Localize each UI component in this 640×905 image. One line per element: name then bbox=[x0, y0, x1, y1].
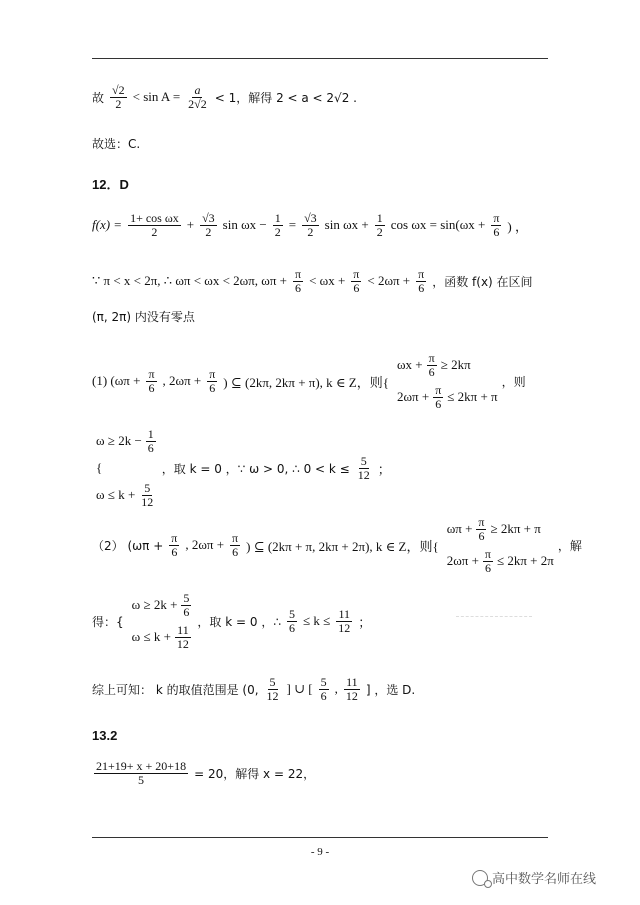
text: ωπ + bbox=[446, 521, 473, 537]
denominator: 6 bbox=[183, 604, 190, 619]
numerator: 5 bbox=[320, 675, 327, 689]
denominator: 2√2 bbox=[188, 96, 207, 111]
denominator: 6 bbox=[478, 528, 485, 543]
text: ] ，选 D. bbox=[365, 682, 416, 697]
numerator: 5 bbox=[288, 607, 295, 622]
numerator: 21+19+ x + 20+18 bbox=[96, 759, 187, 773]
fraction bbox=[230, 532, 240, 558]
text: ω ≥ 2k + bbox=[131, 597, 178, 613]
inequality-system bbox=[447, 516, 554, 574]
text: ωx + bbox=[397, 357, 423, 373]
case-2 bbox=[92, 516, 582, 574]
fraction bbox=[181, 592, 191, 618]
denominator: 12 bbox=[266, 688, 279, 703]
watermark bbox=[472, 868, 596, 887]
text: ，则 bbox=[501, 374, 526, 389]
text: 2ωπ + bbox=[446, 553, 479, 569]
text: ω ≥ 2k − bbox=[96, 433, 142, 449]
numerator: √3 bbox=[202, 211, 215, 225]
fraction bbox=[351, 268, 361, 294]
numerator: π bbox=[418, 267, 425, 281]
range-derivation bbox=[92, 268, 533, 294]
numerator: 1 bbox=[376, 211, 383, 225]
text: , bbox=[334, 681, 338, 697]
fraction bbox=[476, 516, 486, 542]
text: + bbox=[186, 217, 195, 233]
top-rule bbox=[92, 58, 548, 59]
problem-12-heading: 12．D bbox=[92, 177, 129, 192]
text: ] ∪ [ bbox=[286, 681, 313, 697]
fraction bbox=[186, 84, 209, 110]
fraction bbox=[139, 482, 155, 508]
denominator: 6 bbox=[295, 280, 302, 295]
inequality-system bbox=[397, 352, 498, 410]
text: < ωx + bbox=[309, 273, 346, 289]
denominator: 6 bbox=[209, 380, 216, 395]
fraction bbox=[356, 455, 372, 481]
denominator: 2 bbox=[151, 224, 158, 239]
fraction bbox=[344, 676, 360, 702]
denominator: 6 bbox=[418, 280, 425, 295]
denominator: 2 bbox=[115, 96, 122, 111]
numerator: π bbox=[353, 267, 360, 281]
denominator: 2 bbox=[307, 224, 314, 239]
fraction bbox=[110, 84, 127, 110]
fraction bbox=[175, 624, 191, 650]
text: sin ωx − bbox=[222, 217, 267, 233]
numerator: 1 bbox=[274, 211, 281, 225]
numerator: √3 bbox=[304, 211, 317, 225]
denominator: 2 bbox=[205, 224, 212, 239]
text: ，解 bbox=[557, 538, 582, 553]
text: ； bbox=[377, 461, 391, 477]
denominator: 6 bbox=[288, 620, 295, 635]
inequality-system bbox=[132, 592, 194, 650]
text: ≤ 2kπ + π bbox=[447, 389, 498, 405]
numerator: 1+ cos ωx bbox=[130, 211, 179, 225]
numerator: π bbox=[295, 267, 302, 281]
page-number: - 9 - bbox=[310, 846, 330, 858]
text: 故 bbox=[92, 90, 105, 105]
numerator: √2 bbox=[112, 83, 125, 97]
numerator: π bbox=[428, 351, 435, 365]
bottom-rule bbox=[92, 837, 548, 838]
text: < 2ωπ + bbox=[367, 273, 411, 289]
text: ≥ 2kπ bbox=[440, 357, 471, 373]
fraction bbox=[273, 212, 283, 238]
denominator: 6 bbox=[320, 688, 327, 703]
text: = 20，解得 x = 22， bbox=[194, 766, 316, 781]
formula-fx bbox=[92, 212, 528, 238]
watermark-text: 高中数学名师在线 bbox=[492, 872, 597, 887]
fraction bbox=[375, 212, 385, 238]
denominator: 6 bbox=[353, 280, 360, 295]
case-1 bbox=[92, 352, 526, 410]
wechat-icon bbox=[472, 870, 488, 886]
numerator: π bbox=[148, 367, 155, 382]
answer-choice: 故选：C. bbox=[92, 137, 141, 151]
text: 综上可知： k 的取值范围是 (0, bbox=[92, 682, 259, 697]
fraction bbox=[207, 368, 217, 394]
text: sin ωx + bbox=[324, 217, 369, 233]
brace: { bbox=[96, 460, 103, 476]
denominator: 6 bbox=[435, 396, 442, 411]
interval-note: (π, 2π) 内没有零点 bbox=[92, 310, 195, 324]
fraction bbox=[200, 212, 217, 238]
denominator: 2 bbox=[274, 224, 281, 239]
fraction bbox=[433, 384, 443, 410]
text: （2） (ωπ + bbox=[92, 538, 164, 553]
text: < 1，解得 2 < a < 2√2 . bbox=[214, 90, 357, 105]
numerator: 5 bbox=[144, 481, 151, 496]
text: ≥ 2kπ + π bbox=[490, 521, 541, 537]
inequality-system bbox=[96, 428, 158, 508]
fraction bbox=[293, 268, 303, 294]
denominator: 6 bbox=[148, 380, 155, 395]
denominator: 12 bbox=[345, 688, 358, 703]
conclusion bbox=[92, 676, 415, 702]
fraction bbox=[128, 212, 181, 238]
denominator: 12 bbox=[176, 636, 189, 651]
numerator: 11 bbox=[177, 623, 189, 638]
numerator: π bbox=[171, 531, 178, 546]
fraction bbox=[416, 268, 426, 294]
fraction bbox=[287, 608, 297, 634]
text: cos ωx = sin(ωx + bbox=[390, 217, 486, 233]
denominator: 6 bbox=[428, 364, 435, 379]
denominator: 5 bbox=[138, 772, 145, 787]
numerator: π bbox=[484, 547, 491, 562]
fraction bbox=[169, 532, 179, 558]
denominator: 6 bbox=[147, 440, 154, 455]
fraction bbox=[302, 212, 319, 238]
text: < sin A = bbox=[132, 89, 181, 105]
text: ≤ 2kπ + 2π bbox=[496, 553, 554, 569]
text: (1) (ωπ + bbox=[92, 373, 141, 389]
denominator: 6 bbox=[484, 560, 491, 575]
fraction bbox=[491, 212, 501, 238]
numerator: π bbox=[478, 515, 485, 529]
fraction bbox=[146, 368, 156, 394]
text: 得：{ bbox=[92, 614, 124, 629]
numerator: 5 bbox=[269, 675, 276, 689]
text: , 2ωπ + bbox=[185, 537, 225, 553]
fraction bbox=[336, 608, 352, 634]
mean-equation bbox=[92, 760, 315, 786]
text: ≤ k ≤ bbox=[302, 613, 331, 629]
fraction bbox=[265, 676, 281, 702]
text: ； bbox=[358, 614, 372, 630]
numerator: π bbox=[493, 211, 500, 225]
text: , 2ωπ + bbox=[162, 373, 202, 389]
numerator: 11 bbox=[338, 607, 351, 622]
denominator: 6 bbox=[493, 224, 500, 239]
solution-line-1 bbox=[92, 84, 357, 110]
fraction bbox=[94, 760, 188, 786]
case-2-result bbox=[92, 592, 371, 650]
text: ω ≤ k + bbox=[131, 629, 171, 645]
denominator: 12 bbox=[357, 467, 370, 482]
text: f(x) = bbox=[92, 217, 123, 233]
numerator: 1 bbox=[147, 427, 154, 441]
text: ω ≤ k + bbox=[96, 487, 136, 503]
numerator: π bbox=[435, 383, 442, 398]
text: ) ⊆ (2kπ, 2kπ + π), k ∈ Z，则{ bbox=[223, 374, 389, 390]
numerator: π bbox=[209, 367, 216, 382]
fraction bbox=[483, 548, 493, 574]
numerator: 5 bbox=[183, 591, 190, 605]
numerator: 11 bbox=[346, 675, 358, 689]
text: ，函数 f(x) 在区间 bbox=[432, 274, 533, 289]
denominator: 12 bbox=[338, 620, 351, 635]
fraction bbox=[146, 428, 156, 454]
numerator: 5 bbox=[360, 454, 367, 469]
fraction bbox=[427, 352, 437, 378]
fraction bbox=[319, 676, 329, 702]
text: ∵ π < x < 2π, ∴ ωπ < ωx < 2ωπ, ωπ + bbox=[92, 273, 287, 289]
text: ，取 k = 0 ，∵ ω > 0, ∴ 0 < k ≤ bbox=[161, 461, 350, 476]
text: ) ⊆ (2kπ + π, 2kπ + 2π), k ∈ Z，则{ bbox=[246, 538, 439, 554]
text: ) ， bbox=[507, 218, 528, 234]
text: = bbox=[288, 217, 297, 233]
faint-mark bbox=[456, 606, 532, 617]
case-1-result bbox=[92, 428, 391, 508]
denominator: 12 bbox=[141, 494, 154, 509]
numerator: π bbox=[232, 531, 239, 546]
problem-13-heading: 13.2 bbox=[92, 728, 118, 743]
text: 2ωπ + bbox=[397, 389, 430, 405]
text: ，取 k = 0 ，∴ bbox=[197, 614, 281, 629]
denominator: 6 bbox=[232, 544, 239, 559]
numerator: a bbox=[194, 83, 201, 97]
denominator: 2 bbox=[376, 224, 383, 239]
denominator: 6 bbox=[171, 544, 178, 559]
